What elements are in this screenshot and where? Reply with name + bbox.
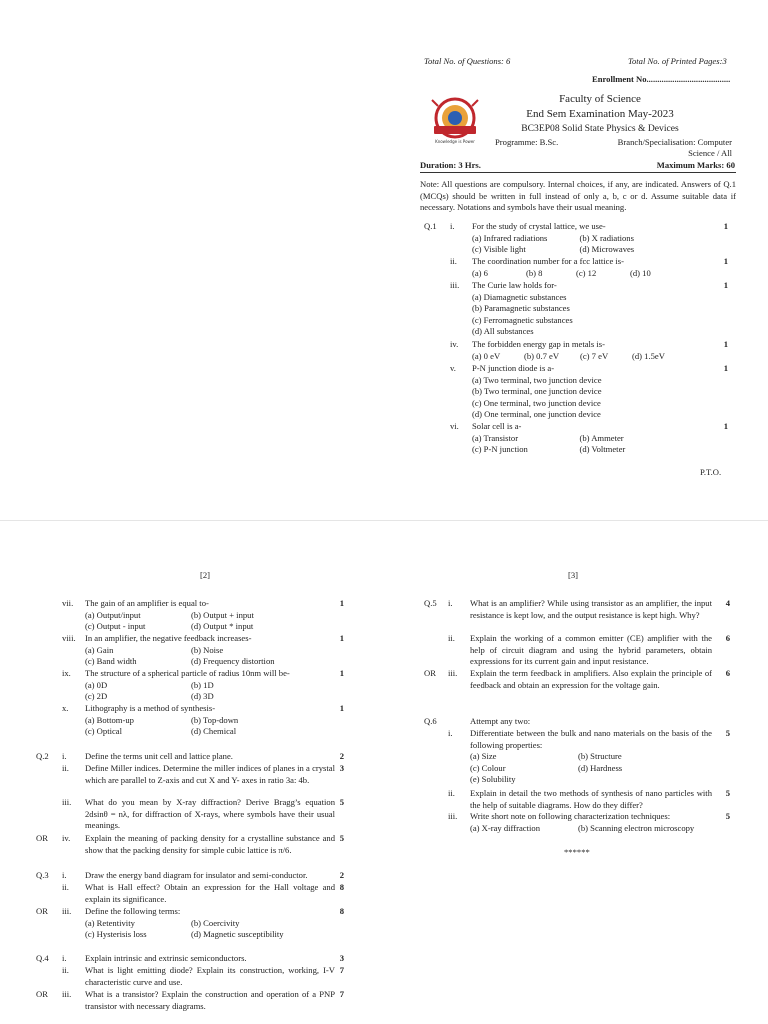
branch-line-2: Science / All bbox=[688, 148, 732, 158]
item-number: i. bbox=[62, 953, 67, 963]
item-number: ii. bbox=[448, 788, 455, 798]
option: (b) 0.7 eV bbox=[524, 350, 560, 361]
question-text: P-N junction diode is a- bbox=[472, 363, 555, 373]
question-text: Explain the meaning of packing density for a crystalline substance and show that the packing density for simple cubic lattice is π/6. bbox=[85, 833, 335, 855]
option: (c) Hysterisis loss bbox=[85, 929, 147, 940]
option: (b) Ammeter bbox=[579, 432, 624, 443]
item-number: ii. bbox=[62, 882, 69, 892]
question-text: Write short note on following characterization techniques: bbox=[470, 811, 671, 821]
marks: 4 bbox=[725, 598, 730, 608]
option: (c) Visible light bbox=[472, 244, 526, 255]
item-number: iii. bbox=[448, 668, 458, 678]
options bbox=[472, 375, 602, 421]
option: (b) Output + input bbox=[191, 609, 254, 620]
marks: 2 bbox=[339, 870, 344, 880]
option: (d) Voltmeter bbox=[579, 444, 626, 455]
question-text: Explain the working of a common emitter (CE) amplifier with the help of circuit diagram and using the hybrid parameters, obtain expressions for its current gain and input resistance. bbox=[470, 633, 712, 667]
options bbox=[472, 233, 687, 256]
max-marks: Maximum Marks: 60 bbox=[656, 160, 735, 170]
page-3 bbox=[384, 520, 768, 1024]
item-number: iii. bbox=[448, 811, 458, 821]
or-label: OR bbox=[424, 668, 436, 678]
option: (a) Bottom-up bbox=[85, 714, 134, 725]
item-number: i. bbox=[62, 751, 67, 761]
option: (d) Hardness bbox=[578, 762, 623, 773]
option: (c) 7 eV bbox=[580, 350, 609, 361]
options bbox=[470, 751, 686, 786]
question-text: What do you mean by X-ray diffraction? Derive Bragg’s equation 2dsinθ = nλ, for diffraction of X-rays, where symbols have their usual meanings. bbox=[85, 797, 335, 831]
option: (b) Two terminal, one junction device bbox=[472, 386, 602, 397]
option: (d) Frequency distortion bbox=[191, 656, 275, 667]
options bbox=[85, 918, 297, 941]
q6-intro: Attempt any two: bbox=[470, 716, 531, 726]
option: (b) Scanning electron microscopy bbox=[578, 822, 695, 833]
item-number: viii. bbox=[62, 633, 76, 643]
option: (d) Chemical bbox=[191, 726, 237, 737]
option: (a) 0D bbox=[85, 679, 108, 690]
option: (a) Gain bbox=[85, 644, 114, 655]
marks: 6 bbox=[725, 633, 730, 643]
option: (b) Coercivity bbox=[191, 917, 240, 928]
question-text: Lithography is a method of synthesis- bbox=[85, 703, 216, 713]
header-rule bbox=[420, 172, 736, 173]
option: (c) 2D bbox=[85, 691, 108, 702]
or-label: OR bbox=[36, 989, 48, 999]
marks: 8 bbox=[339, 906, 344, 916]
total-questions: Total No. of Questions: 6 bbox=[424, 56, 511, 66]
end-mark: ****** bbox=[564, 847, 590, 857]
option: (c) 12 bbox=[576, 267, 597, 278]
item-number: iii. bbox=[62, 989, 72, 999]
item-number: ii. bbox=[62, 763, 69, 773]
q4-label: Q.4 bbox=[36, 953, 49, 963]
item-number: ii. bbox=[450, 256, 457, 266]
page-number: [3] bbox=[568, 570, 579, 580]
option: (a) Two terminal, two junction device bbox=[472, 374, 602, 385]
item-number: vi. bbox=[450, 421, 459, 431]
question-text: What is an amplifier? While using transistor as an amplifier, the input resistance is kept low, and the output resistance is kept high. Why? bbox=[470, 598, 712, 620]
marks: 1 bbox=[339, 633, 344, 643]
question-text: The structure of a spherical particle of radius 10nm will be- bbox=[85, 668, 290, 678]
option: (d) 1.5eV bbox=[632, 350, 665, 361]
option: (a) Output/input bbox=[85, 609, 141, 620]
marks: 2 bbox=[339, 751, 344, 761]
option: (b) Top-down bbox=[191, 714, 239, 725]
option: (c) Band width bbox=[85, 656, 137, 667]
q5-label: Q.5 bbox=[424, 598, 437, 608]
item-number: i. bbox=[448, 728, 453, 738]
option: (a) 6 bbox=[472, 267, 488, 278]
question-text: In an amplifier, the negative feedback increases- bbox=[85, 633, 252, 643]
question-text: The coordination number for a fcc lattice is- bbox=[472, 256, 624, 266]
option: (b) Noise bbox=[191, 644, 224, 655]
option: (e) Solubility bbox=[470, 774, 516, 785]
option: (a) 0 eV bbox=[472, 350, 501, 361]
marks: 1 bbox=[723, 339, 728, 349]
q6-label: Q.6 bbox=[424, 716, 437, 726]
marks: 5 bbox=[725, 788, 730, 798]
logo-tagline: Knowledge is Power bbox=[435, 139, 475, 144]
question-text: Define the terms unit cell and lattice plane. bbox=[85, 751, 233, 761]
item-number: ii. bbox=[62, 965, 69, 975]
item-number: iv. bbox=[450, 339, 459, 349]
question-text: Explain the term feedback in amplifiers. Also explain the principle of feedback and obtain an expression for the voltage gain. bbox=[470, 668, 712, 690]
course-code: BC3EP08 Solid State Physics & Devices bbox=[521, 123, 679, 134]
question-text: For the study of crystal lattice, we use- bbox=[472, 221, 606, 231]
option: (b) 8 bbox=[526, 267, 543, 278]
item-number: ix. bbox=[62, 668, 71, 678]
question-text: What is a transistor? Explain the construction and operation of a PNP transistor with necessary diagrams. bbox=[85, 989, 335, 1011]
question-text: What is light emitting diode? Explain its construction, working, I-V characteristic curve and use. bbox=[85, 965, 335, 987]
option: (c) Ferromagnetic substances bbox=[472, 314, 573, 325]
option: (c) Colour bbox=[470, 762, 506, 773]
option: (a) Transistor bbox=[472, 432, 519, 443]
option: (c) One terminal, two junction device bbox=[472, 397, 601, 408]
item-number: vii. bbox=[62, 598, 74, 608]
or-label: OR bbox=[36, 833, 48, 843]
option: (d) Output * input bbox=[191, 621, 254, 632]
option: (d) 3D bbox=[191, 691, 214, 702]
marks: 7 bbox=[339, 989, 344, 999]
option: (c) Optical bbox=[85, 726, 122, 737]
programme: Programme: B.Sc. bbox=[495, 137, 559, 147]
marks: 3 bbox=[339, 953, 344, 963]
question-text: Define Miller indices. Determine the miller indices of planes in a crystal which are parallel to Z-axis and cut X and Y- axes in ratio 3a: 4b. bbox=[85, 763, 335, 785]
item-number: i. bbox=[450, 221, 455, 231]
item-number: x. bbox=[62, 703, 69, 713]
marks: 1 bbox=[723, 221, 728, 231]
marks: 7 bbox=[339, 965, 344, 975]
branch-line-1: Branch/Specialisation: Computer bbox=[617, 137, 732, 147]
options bbox=[472, 292, 573, 338]
item-number: iii. bbox=[62, 906, 72, 916]
question-text: The Curie law holds for- bbox=[472, 280, 557, 290]
marks: 1 bbox=[723, 280, 728, 290]
marks: 5 bbox=[725, 728, 730, 738]
option: (a) Retentivity bbox=[85, 917, 135, 928]
options bbox=[85, 715, 297, 738]
options bbox=[85, 610, 297, 633]
option: (d) Magnetic susceptibility bbox=[191, 929, 284, 940]
question-text: Draw the energy band diagram for insulator and semi-conductor. bbox=[85, 870, 308, 880]
option: (b) X radiations bbox=[579, 232, 634, 243]
options bbox=[85, 645, 297, 668]
options bbox=[85, 680, 297, 703]
faculty-title: Faculty of Science bbox=[559, 93, 641, 105]
or-label: OR bbox=[36, 906, 48, 916]
item-number: iii. bbox=[450, 280, 460, 290]
exam-title: End Sem Examination May-2023 bbox=[526, 108, 674, 120]
option: (d) Microwaves bbox=[579, 244, 635, 255]
marks: 1 bbox=[339, 598, 344, 608]
option: (a) Size bbox=[470, 751, 497, 762]
marks: 1 bbox=[339, 703, 344, 713]
page-number: [2] bbox=[200, 570, 211, 580]
q3-label: Q.3 bbox=[36, 870, 49, 880]
marks: 1 bbox=[723, 421, 728, 431]
instructions-note: Note: All questions are compulsory. Internal choices, if any, are indicated. Answers of Q.1 (MCQs) should be written in full instead of only a, b, c or d. Assume suitable data if necessary. Notations and symbols have their usual meaning. bbox=[420, 179, 736, 213]
question-text: Explain intrinsic and extrinsic semiconductors. bbox=[85, 953, 247, 963]
marks: 1 bbox=[723, 256, 728, 266]
option: (a) X-ray diffraction bbox=[470, 822, 540, 833]
marks: 5 bbox=[339, 797, 344, 807]
marks: 3 bbox=[339, 763, 344, 773]
question-text: The forbidden energy gap in metals is- bbox=[472, 339, 606, 349]
question-text: Differentiate between the bulk and nano materials on the basis of the following properties: bbox=[470, 728, 712, 750]
q2-label: Q.2 bbox=[36, 751, 49, 761]
option: (b) Structure bbox=[578, 751, 622, 762]
option: (c) Output - input bbox=[85, 621, 146, 632]
option: (a) Infrared radiations bbox=[472, 232, 548, 243]
marks: 1 bbox=[339, 668, 344, 678]
pto: P.T.O. bbox=[700, 467, 722, 477]
item-number: i. bbox=[62, 870, 67, 880]
marks: 6 bbox=[725, 668, 730, 678]
options bbox=[472, 433, 687, 456]
item-number: i. bbox=[448, 598, 453, 608]
marks: 1 bbox=[723, 363, 728, 373]
enrollment-no: Enrollment No....................................... bbox=[592, 74, 731, 84]
question-text: Explain in detail the two methods of synthesis of nano particles with the help of suitable diagrams. How do they differ? bbox=[470, 788, 712, 810]
page-2 bbox=[0, 520, 384, 1024]
option: (c) P-N junction bbox=[472, 444, 528, 455]
item-number: v. bbox=[450, 363, 456, 373]
option: (b) 1D bbox=[191, 679, 214, 690]
q1-label: Q.1 bbox=[424, 221, 437, 231]
item-number: iv. bbox=[62, 833, 71, 843]
question-text: The gain of an amplifier is equal to- bbox=[85, 598, 209, 608]
option: (a) Diamagnetic substances bbox=[472, 291, 567, 302]
marks: 8 bbox=[339, 882, 344, 892]
duration: Duration: 3 Hrs. bbox=[420, 160, 481, 170]
question-text: Define the following terms: bbox=[85, 906, 181, 916]
question-text: What is Hall effect? Obtain an expression for the Hall voltage and explain its significance. bbox=[85, 882, 335, 904]
item-number: iii. bbox=[62, 797, 72, 807]
item-number: ii. bbox=[448, 633, 455, 643]
option: (d) 10 bbox=[630, 267, 651, 278]
question-text: Solar cell is a- bbox=[472, 421, 522, 431]
option: (d) One terminal, one junction device bbox=[472, 409, 601, 420]
option: (d) All substances bbox=[472, 326, 534, 337]
marks: 5 bbox=[339, 833, 344, 843]
marks: 5 bbox=[725, 811, 730, 821]
option: (b) Paramagnetic substances bbox=[472, 303, 570, 314]
total-pages: Total No. of Printed Pages:3 bbox=[628, 56, 727, 66]
